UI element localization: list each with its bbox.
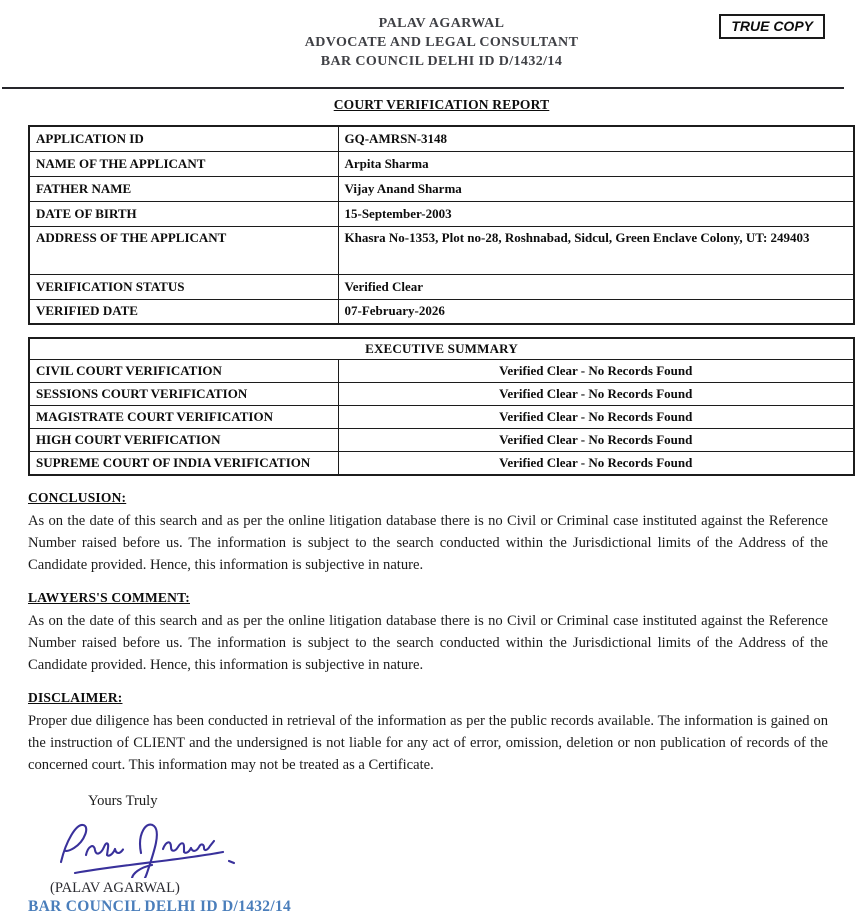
executive-summary-title: EXECUTIVE SUMMARY — [29, 338, 854, 360]
detail-value: Khasra No-1353, Plot no-28, Roshnabad, Sidcul, Green Enclave Colony, UT: 249403 — [338, 226, 854, 274]
table-row — [29, 383, 854, 406]
letterhead — [28, 14, 855, 71]
detail-value: GQ-AMRSN-3148 — [338, 126, 854, 151]
conclusion-text: As on the date of this search and as per the online litigation database there is no Civil or Criminal case instituted against the Reference Number raised before us. The information is subject to the search conducted within the Jurisdictional limits of the Address of the Candidate provided. Hence, this information is subjective in nature. — [28, 512, 828, 573]
summary-label: MAGISTRATE COURT VERIFICATION — [29, 406, 338, 429]
detail-label: FATHER NAME — [29, 176, 338, 201]
conclusion-heading: CONCLUSION: — [28, 489, 127, 505]
table-row — [29, 429, 854, 452]
handwritten-signature — [53, 814, 855, 878]
advocate-bar-id: BAR COUNCIL DELHI ID D/1432/14 — [320, 54, 563, 69]
lawyers-comment-heading: LAWYERS'S COMMENT: — [28, 589, 190, 605]
detail-label: APPLICATION ID — [29, 126, 338, 151]
table-row — [29, 299, 854, 324]
page-title: COURT VERIFICATION REPORT — [333, 97, 550, 112]
table-header-row — [29, 338, 854, 360]
advocate-title: ADVOCATE AND LEGAL CONSULTANT — [304, 35, 579, 50]
detail-value: Arpita Sharma — [338, 151, 854, 176]
conclusion-section — [28, 490, 855, 576]
lawyers-comment-text: As on the date of this search and as per the online litigation database there is no Civil or Criminal case instituted against the Reference Number raised before us. The information is subject to the search conducted within the Jurisdictional limits of the Address of the Candidate provided. Hence, this information is subjective in nature. — [28, 612, 828, 673]
executive-summary-table — [28, 337, 855, 476]
summary-label: HIGH COURT VERIFICATION — [29, 429, 338, 452]
signature-ink-icon — [53, 814, 248, 878]
detail-label: VERIFIED DATE — [29, 299, 338, 324]
summary-value: Verified Clear - No Records Found — [338, 406, 854, 429]
table-row — [29, 126, 854, 151]
detail-label: ADDRESS OF THE APPLICANT — [29, 226, 338, 274]
detail-label: VERIFICATION STATUS — [29, 274, 338, 299]
detail-value: Verified Clear — [338, 274, 854, 299]
detail-label: NAME OF THE APPLICANT — [29, 151, 338, 176]
table-row — [29, 274, 854, 299]
true-copy-stamp: TRUE COPY — [719, 14, 825, 39]
table-row — [29, 406, 854, 429]
table-row — [29, 452, 854, 475]
disclaimer-section — [28, 690, 855, 776]
disclaimer-text: Proper due diligence has been conducted in retrieval of the information as per the public records available. The information is gained on the instruction of CLIENT and the undersigned is not liable for any act of error, omission, deletion or non publication of records of the concerned court. This information may not be treated as a Certificate. — [28, 712, 828, 773]
table-row — [29, 360, 854, 383]
summary-value: Verified Clear - No Records Found — [338, 452, 854, 475]
lawyers-comment-section — [28, 590, 855, 676]
advocate-name: PALAV AGARWAL — [378, 16, 505, 31]
detail-label: DATE OF BIRTH — [29, 201, 338, 226]
closing-salutation: Yours Truly — [88, 792, 158, 809]
summary-value: Verified Clear - No Records Found — [338, 383, 854, 406]
detail-value: 15-September-2003 — [338, 201, 854, 226]
summary-value: Verified Clear - No Records Found — [338, 429, 854, 452]
summary-label: SESSIONS COURT VERIFICATION — [29, 383, 338, 406]
header-divider — [2, 87, 844, 89]
disclaimer-heading: DISCLAIMER: — [28, 689, 123, 705]
detail-value: 07-February-2026 — [338, 299, 854, 324]
footer-bar-council-id: BAR COUNCIL DELHI ID D/1432/14 — [28, 897, 292, 915]
applicant-details-table — [28, 125, 855, 325]
summary-label: CIVIL COURT VERIFICATION — [29, 360, 338, 383]
summary-value: Verified Clear - No Records Found — [338, 360, 854, 383]
detail-value: Vijay Anand Sharma — [338, 176, 854, 201]
table-row — [29, 201, 854, 226]
signatory-name: (PALAV AGARWAL) — [50, 879, 180, 896]
table-row — [29, 226, 854, 274]
summary-label: SUPREME COURT OF INDIA VERIFICATION — [29, 452, 338, 475]
table-row — [29, 176, 854, 201]
table-row — [29, 151, 854, 176]
